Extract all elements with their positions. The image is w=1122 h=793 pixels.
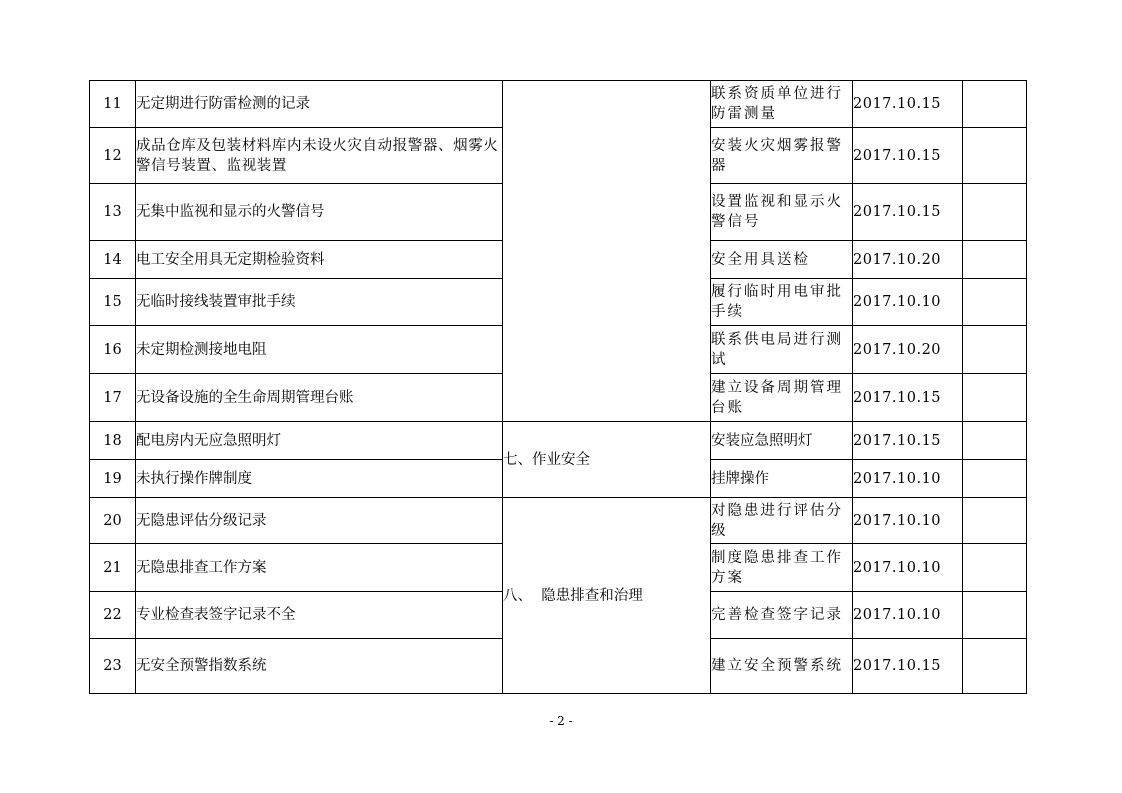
deadline-date: 2017.10.15 [853,128,963,184]
row-number: 18 [90,422,136,460]
row-number: 11 [90,81,136,128]
category-cell: 七、作业安全 [503,422,711,498]
row-number: 16 [90,326,136,374]
remark-cell [963,184,1027,241]
deadline-date: 2017.10.10 [853,544,963,592]
row-number: 14 [90,241,136,279]
row-number: 20 [90,498,136,544]
deadline-date: 2017.10.10 [853,498,963,544]
remark-cell [963,241,1027,279]
issue-description: 无隐患评估分级记录 [136,498,503,544]
rectification-measure: 建立安全预警系统 [711,639,853,694]
issue-description: 电工安全用具无定期检验资料 [136,241,503,279]
row-number: 21 [90,544,136,592]
issue-description: 成品仓库及包装材料库内未设火灾自动报警器、烟雾火警信号装置、监视装置 [136,128,503,184]
remark-cell [963,326,1027,374]
row-number: 15 [90,279,136,326]
rectification-measure: 完善检查签字记录 [711,592,853,639]
table-row [90,422,1027,460]
rectification-measure: 设置监视和显示火警信号 [711,184,853,241]
rectification-measure: 建立设备周期管理台账 [711,374,853,422]
remark-cell [963,374,1027,422]
hazard-rectification-table [89,80,1027,694]
deadline-date: 2017.10.10 [853,460,963,498]
rectification-measure: 安装应急照明灯 [711,422,853,460]
remark-cell [963,128,1027,184]
deadline-date: 2017.10.15 [853,639,963,694]
row-number: 23 [90,639,136,694]
issue-description: 未定期检测接地电阻 [136,326,503,374]
remark-cell [963,639,1027,694]
deadline-date: 2017.10.15 [853,81,963,128]
rectification-measure: 挂牌操作 [711,460,853,498]
remark-cell [963,592,1027,639]
deadline-date: 2017.10.10 [853,592,963,639]
deadline-date: 2017.10.15 [853,422,963,460]
rectification-measure: 履行临时用电审批手续 [711,279,853,326]
remark-cell [963,81,1027,128]
rectification-measure: 联系资质单位进行防雷测量 [711,81,853,128]
remark-cell [963,498,1027,544]
row-number: 19 [90,460,136,498]
rectification-measure: 制度隐患排查工作方案 [711,544,853,592]
remark-cell [963,544,1027,592]
rectification-measure: 联系供电局进行测试 [711,326,853,374]
issue-description: 无临时接线装置审批手续 [136,279,503,326]
deadline-date: 2017.10.15 [853,374,963,422]
issue-description: 专业检查表签字记录不全 [136,592,503,639]
row-number: 17 [90,374,136,422]
category-cell [503,81,711,422]
deadline-date: 2017.10.20 [853,241,963,279]
category-cell: 八、 隐患排查和治理 [503,498,711,694]
issue-description: 无隐患排查工作方案 [136,544,503,592]
issue-description: 未执行操作牌制度 [136,460,503,498]
page-number: - 2 - [549,714,573,728]
table-row [90,81,1027,128]
remark-cell [963,279,1027,326]
remark-cell [963,422,1027,460]
row-number: 22 [90,592,136,639]
rectification-measure: 对隐患进行评估分级 [711,498,853,544]
deadline-date: 2017.10.10 [853,279,963,326]
table-row [90,498,1027,544]
rectification-measure: 安装火灾烟雾报警器 [711,128,853,184]
row-number: 12 [90,128,136,184]
deadline-date: 2017.10.15 [853,184,963,241]
issue-description: 无设备设施的全生命周期管理台账 [136,374,503,422]
issue-description: 配电房内无应急照明灯 [136,422,503,460]
issue-description: 无安全预警指数系统 [136,639,503,694]
row-number: 13 [90,184,136,241]
deadline-date: 2017.10.20 [853,326,963,374]
rectification-measure: 安全用具送检 [711,241,853,279]
issue-description: 无定期进行防雷检测的记录 [136,81,503,128]
issue-description: 无集中监视和显示的火警信号 [136,184,503,241]
remark-cell [963,460,1027,498]
